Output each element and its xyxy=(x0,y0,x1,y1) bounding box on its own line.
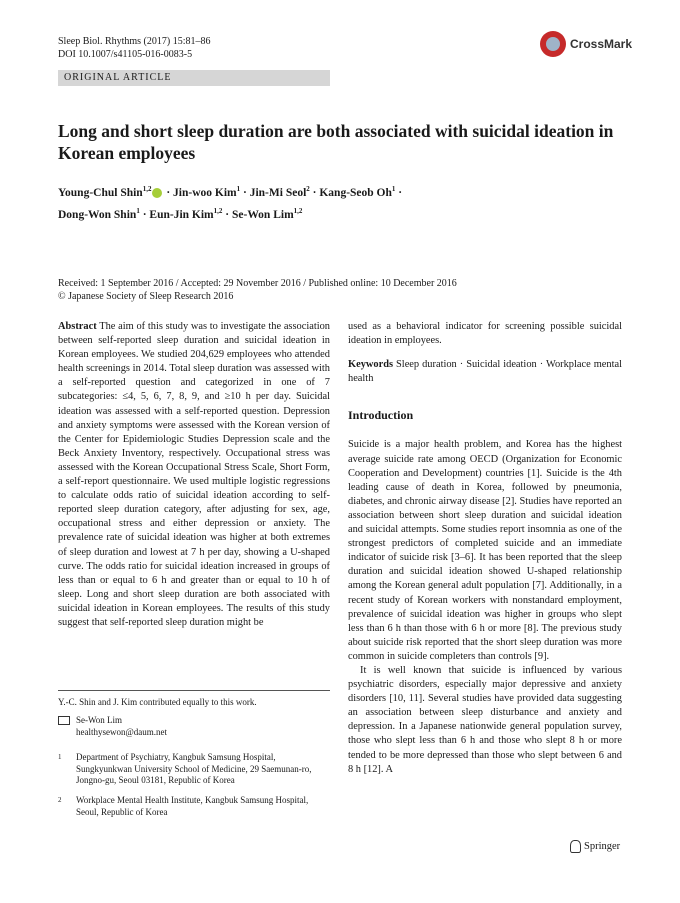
keywords: Keywords Sleep duration · Suicidal ideation · Workplace mental health xyxy=(348,359,622,385)
author-name[interactable]: Se-Won Lim xyxy=(231,208,294,221)
abstract xyxy=(58,320,330,630)
publisher-logo: Springer xyxy=(570,840,620,853)
abstract-column xyxy=(58,320,330,630)
publication-dates: Received: 1 September 2016 / Accepted: 29 November 2016 / Published online: 10 December 2016 © Japanese Society of Sleep Research 2016 xyxy=(58,278,457,302)
springer-horse-icon xyxy=(570,840,581,853)
right-column xyxy=(348,320,622,777)
crossmark-logo[interactable]: CrossMark xyxy=(540,30,632,58)
crossmark-icon xyxy=(540,31,566,57)
author-list: Young-Chul Shin$^{1,2}$ · Jin-woo Kim$^1$ · Jin-Mi Seol$^2$ · Kang-Seob $Oh^1$ · Dong-Won Shin$^1$ · Eun-Jin Kim$^{1,2}$ · Se-Won Lim$^{1,2}$ xyxy=(58,185,403,221)
affiliation: 1 Department of Psychiatry, Kangbuk Samsung Hospital, Sungkyunkwan University School of Medicine, 29 Saemunan-ro, Jongno-gu, Seoul 03181, Republic of Korea xyxy=(58,752,312,785)
abstract-label: Abstract xyxy=(58,321,97,332)
abstract-text: The aim of this study was to investigate the association between self-reported sleep duration and suicidal ideation in Korean employees. We studied 204,629 employees who attended health screenings in 2014. Total sleep duration was assessed with a self-reported question and categorized in one of 7 subcategories: ≤4, 5, 6, 7, 8, 9, and ≥10 h per day. Suicidal ideation was assessed with a self-reported question. Depression and anxiety symptoms were assessed with the Korean version of the Center for Epidemiologic Studies Depression scale and the Beck Anxiety Inventory, respectively. Occupational stress was assessed with the Korean Occupational Stress Scale, Short Form, a self-report questionnaire. We used multiple logistic regressions to calculate odds ratio of suicidal ideation according to self-reported sleep duration category, after adjusting for sex, age, occupational stress and either depression or anxiety. The prevalence rate of suicidal ideation was higher at both extremes of sleep duration and lowest at 7 h per day, showing a U-shaped curve. The odds ratio for suicidal ideation increased in groups of less than or equal to 6 h and greater than or equal to 10 h of sleep. Long and short sleep duration are both associated with suicidal ideation in Korean employees. The results of this study suggest that self-reported sleep duration might be xyxy=(58,321,330,628)
affiliation: 2 Workplace Mental Health Institute, Kangbuk Samsung Hospital, Seoul, Republic of Korea xyxy=(58,795,309,817)
article-type-banner: ORIGINAL ARTICLE xyxy=(58,70,330,86)
equal-contribution-note: Y.-C. Shin and J. Kim contributed equally to this work. xyxy=(58,697,257,707)
envelope-icon xyxy=(58,716,70,725)
footnote-rule xyxy=(58,690,330,691)
author-name[interactable]: Kang-Seob Oh xyxy=(319,186,392,199)
author-name[interactable]: Young-Chul Shin xyxy=(58,186,143,199)
author-name[interactable]: Dong-Won Shin xyxy=(58,208,137,221)
intro-paragraph: It is well known that suicide is influenced by various psychiatric disorders, especially major depressive and anxiety disorders [10, 11]. Several studies have provided data suggesting an association between sleep disturbance and anxiety and depression. In a Japanese nationwide general population survey, those who slept less than 6 h and those who slept 8 h or more tended to be more depressed than those who slept between 6 and 8 h [12]. A xyxy=(348,664,622,775)
email-link[interactable]: healthysewon@daum.net xyxy=(76,726,168,737)
author-name[interactable]: Eun-Jin Kim xyxy=(149,208,214,221)
section-heading: Introduction xyxy=(348,408,414,423)
abstract-continuation: used as a behavioral indicator for screening possible suicidal ideation in employees. xyxy=(348,321,622,347)
author-name[interactable]: Jin-woo Kim xyxy=(173,186,237,199)
author-name[interactable]: Jin-Mi Seol xyxy=(249,186,307,199)
doi[interactable]: DOI 10.1007/s41105-016-0083-5 xyxy=(58,49,193,60)
journal-citation: Sleep Biol. Rhythms (2017) 15:81–86 xyxy=(58,36,211,47)
article-title: Long and short sleep duration are both associated with suicidal ideation in Korean employees xyxy=(58,121,614,163)
keywords-label: Keywords xyxy=(348,359,394,371)
orcid-icon[interactable] xyxy=(152,188,162,198)
intro-paragraph: Suicide is a major health problem, and Korea has the highest average suicide rate among OECD (Organization for Economic Cooperation and Development) countries [1]. Suicide is the 4th leading cause of death in Korea, followed by pneumonia, diabetes, and chronic airway disease [2]. Studies have reported an association between short sleep duration and suicidal ideation and suicidal attempts. Some studies report insomnia as one of the strongest predictors of completed suicide and an immediate indicator of suicide risk [3–6]. It has been reported that the sleep duration and suicidal ideation showed U-shaped relationship among the Korean general adult population [7]. Additionally, in a recent study of Korean workers with nonstandard employment, prevalence of suicidal ideation was higher in groups who slept less than 6 h than those with 6 h or more [8]. The previous study about suicide risk reported that the short sleep duration was more common in suicide completers than controls [9]. xyxy=(348,439,622,662)
corresponding-author: Se-Won Lim healthysewon@daum.net xyxy=(58,715,330,738)
